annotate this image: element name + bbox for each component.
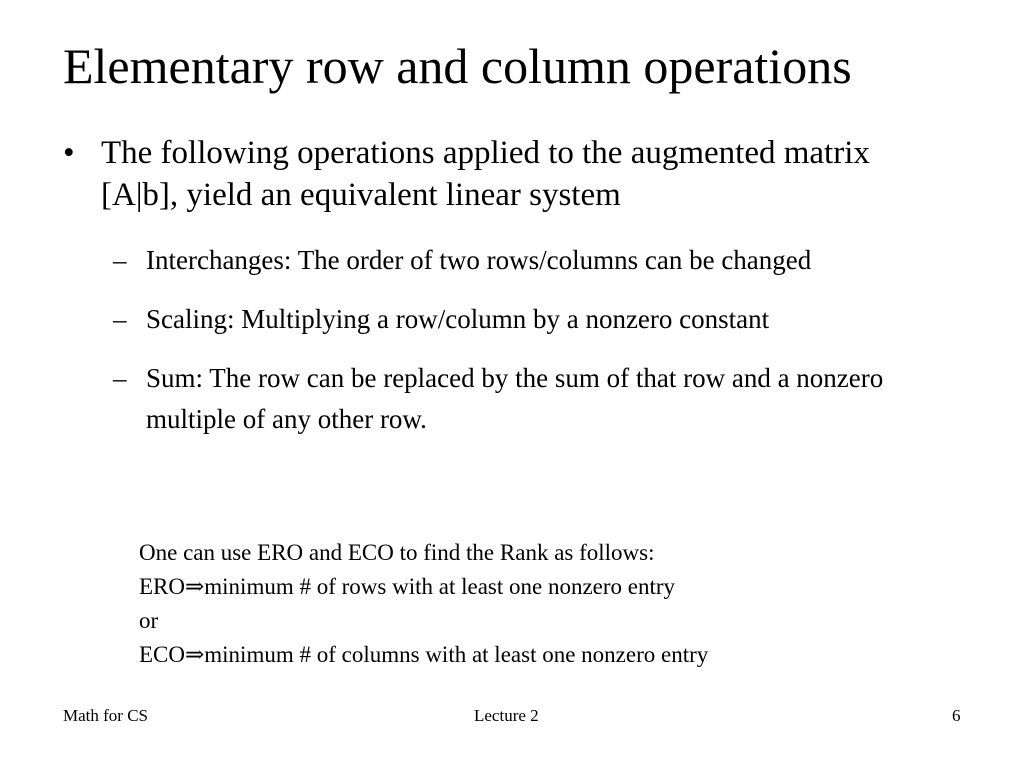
sub-bullet-marker: – (113, 304, 127, 334)
footer-page-number: 6 (952, 706, 961, 725)
sub-bullet-marker: – (113, 245, 127, 275)
sub-bullet-text: Sum: The row can be replaced by the sum of that row and a nonzero multiple of any other row. (146, 363, 884, 434)
rank-note (139, 536, 708, 672)
sub-bullet-list (113, 240, 973, 458)
note-line-2: ERO⇒minimum # of rows with at least one nonzero entry (139, 574, 676, 599)
sub-bullet-sum (113, 358, 973, 440)
sub-bullet-text: Scaling: Multiplying a row/column by a nonzero constant (146, 304, 770, 334)
note-line-3: or (139, 608, 159, 633)
note-line-1: One can use ERO and ECO to find the Rank as follows: (139, 540, 655, 565)
main-bullet-text: The following operations applied to the augmented matrix [A|b], yield an equivalent linear system (101, 135, 870, 213)
sub-bullet-text: Interchanges: The order of two rows/columns can be changed (146, 245, 812, 275)
sub-bullet-interchanges (113, 240, 973, 281)
note-line-4: ECO⇒minimum # of columns with at least one nonzero entry (139, 642, 709, 667)
slide-title: Elementary row and column operations (63, 38, 852, 94)
main-bullet (63, 132, 943, 216)
footer-course: Math for CS (63, 706, 148, 725)
sub-bullet-scaling (113, 299, 973, 340)
sub-bullet-marker: – (113, 363, 127, 393)
bullet-marker: • (63, 135, 75, 171)
footer-lecture: Lecture 2 (474, 706, 539, 725)
